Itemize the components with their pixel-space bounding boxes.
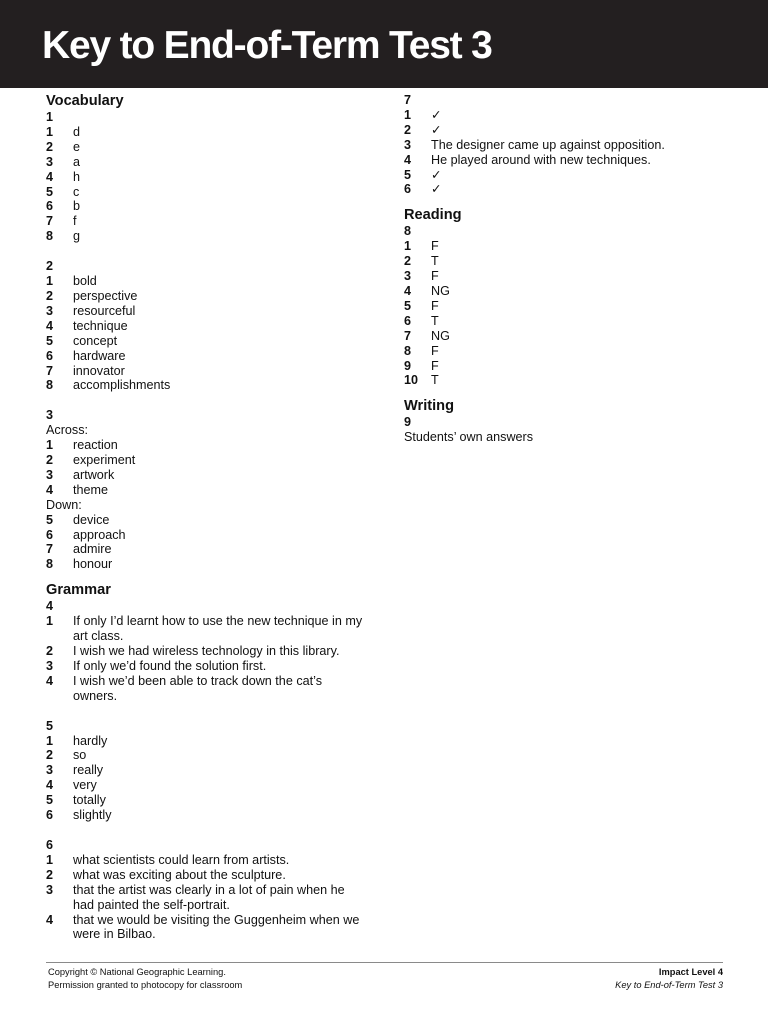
writing-heading: Writing (404, 398, 454, 415)
answer-row (46, 140, 366, 155)
answer-row (46, 868, 366, 883)
item-number: 6 (46, 199, 54, 214)
answer-text: very (73, 778, 97, 793)
item-number: 2 (46, 288, 54, 303)
exercise-4-list (46, 614, 366, 703)
exercise-7-list (404, 108, 744, 197)
right-column (404, 93, 744, 445)
grammar-heading: Grammar (46, 582, 111, 599)
down-label: Down: (46, 497, 82, 512)
answer-text: what was exciting about the sculpture. (73, 867, 286, 882)
item-number: 4 (404, 152, 412, 167)
answer-row (404, 329, 744, 344)
answer-text: F (431, 358, 439, 373)
item-number: 4 (46, 169, 54, 184)
reading-heading: Reading (404, 207, 462, 224)
level-label: Impact Level 4 (658, 967, 723, 977)
item-number: 8 (46, 229, 54, 244)
answer-row (46, 304, 366, 319)
item-number: 3 (46, 303, 54, 318)
exercise-6-list (46, 853, 366, 942)
exercise-7-number: 7 (404, 93, 412, 107)
item-number: 1 (46, 614, 54, 629)
answer-row (46, 438, 366, 453)
exercise-6-number: 6 (46, 837, 54, 852)
answer-text: device (73, 512, 110, 527)
item-number: 6 (46, 527, 54, 542)
answer-text: F (431, 269, 439, 284)
answer-text: hardly (73, 733, 108, 748)
item-number: 5 (404, 298, 412, 313)
answer-text: slightly (73, 808, 112, 823)
item-number: 6 (404, 313, 412, 328)
item-number: 8 (46, 378, 54, 393)
item-number: 4 (404, 283, 412, 298)
answer-row (404, 108, 744, 123)
answer-row (46, 199, 366, 214)
answer-text: approach (73, 527, 126, 542)
answer-row (46, 513, 366, 528)
item-number: 2 (46, 867, 54, 882)
item-number: 6 (404, 182, 412, 197)
page-title: Key to End-of-Term Test 3 (42, 24, 492, 67)
answer-row (46, 883, 366, 913)
answer-row (46, 274, 366, 289)
answer-text: resourceful (73, 303, 136, 318)
answer-row (404, 123, 744, 138)
answer-row (46, 349, 366, 364)
answer-row (404, 284, 744, 299)
answer-row (46, 734, 366, 749)
item-number: 3 (46, 763, 54, 778)
answer-text: ✓ (431, 167, 442, 182)
item-number: 1 (46, 733, 54, 748)
answer-row (46, 793, 366, 808)
item-number: 3 (46, 467, 54, 482)
item-number: 2 (46, 139, 54, 154)
answer-row (46, 334, 366, 349)
answer-text: what scientists could learn from artists. (73, 852, 290, 867)
answer-row (46, 229, 366, 244)
item-number: 3 (404, 269, 412, 284)
answer-text: If only I’d learnt how to use the new technique in my art class. (73, 614, 363, 644)
item-number: 1 (404, 107, 412, 122)
answer-row (46, 674, 366, 704)
item-number: 7 (404, 328, 412, 343)
item-number: 8 (404, 343, 412, 358)
copyright-text: Copyright © National Geographic Learning. (48, 967, 226, 977)
vocabulary-heading: Vocabulary (46, 93, 124, 109)
answer-text: T (431, 313, 439, 328)
answer-row (46, 644, 366, 659)
answer-text: accomplishments (73, 378, 171, 393)
item-number: 3 (46, 658, 54, 673)
exercise-1-list (46, 125, 366, 244)
item-number: 2 (46, 453, 54, 468)
item-number: 1 (46, 852, 54, 867)
answer-text: If only we’d found the solution first. (73, 658, 267, 673)
answer-row (46, 748, 366, 763)
answer-row (46, 483, 366, 498)
exercise-9-number: 9 (404, 415, 412, 430)
exercise-5-number: 5 (46, 718, 54, 733)
answer-text: He played around with new techniques. (431, 152, 651, 167)
answer-text: f (73, 214, 77, 229)
item-number: 7 (46, 542, 54, 557)
answer-row (46, 170, 366, 185)
item-number: 3 (46, 154, 54, 169)
answer-row (404, 373, 744, 388)
answer-row (46, 378, 366, 393)
answer-text: F (431, 239, 439, 254)
item-number: 2 (404, 254, 412, 269)
answer-row (46, 808, 366, 823)
answer-row (404, 254, 744, 269)
answer-row (46, 542, 366, 557)
item-number: 1 (46, 274, 54, 289)
item-number: 9 (404, 358, 412, 373)
answer-text: I wish we had wireless technology in this library. (73, 644, 340, 658)
item-number: 2 (46, 644, 54, 658)
item-number: 5 (404, 167, 412, 182)
answer-text: h (73, 169, 81, 184)
answer-row (46, 125, 366, 140)
item-number: 1 (404, 239, 412, 254)
item-number: 1 (46, 438, 54, 453)
answer-text: bold (73, 274, 97, 289)
answer-text: The designer came up against opposition. (431, 137, 665, 152)
exercise-3-across-list (46, 438, 366, 498)
answer-row (404, 269, 744, 284)
answer-row (46, 913, 366, 943)
item-number: 4 (46, 778, 54, 793)
answer-text: I wish we’d been able to track down the cat’s owners. (73, 673, 322, 703)
item-number: 5 (46, 793, 54, 808)
exercise-8-list (404, 239, 744, 388)
answer-row (404, 359, 744, 374)
answer-text: ✓ (431, 182, 442, 197)
answer-row (404, 239, 744, 254)
item-number: 1 (46, 124, 54, 139)
exercise-8-number: 8 (404, 224, 412, 239)
permission-text: Permission granted to photocopy for classroom (48, 979, 243, 990)
exercise-9-answer: Students’ own answers (404, 430, 534, 445)
item-number: 2 (404, 122, 412, 137)
left-column (46, 93, 366, 942)
answer-text: d (73, 124, 81, 139)
answer-text: hardware (73, 348, 126, 363)
answer-text: T (431, 254, 439, 269)
answer-row (46, 214, 366, 229)
answer-row (46, 614, 366, 644)
answer-text: NG (431, 283, 450, 298)
across-label: Across: (46, 423, 88, 438)
item-number: 7 (46, 363, 54, 378)
answer-row (46, 289, 366, 304)
item-number: 7 (46, 214, 54, 229)
item-number: 8 (46, 557, 54, 572)
answer-text: that the artist was clearly in a lot of pain when he had painted the self-portrait. (73, 882, 345, 912)
answer-text: T (431, 373, 439, 388)
answer-row (46, 155, 366, 170)
answer-text: NG (431, 328, 450, 343)
answer-row (46, 185, 366, 200)
item-number: 2 (46, 748, 54, 763)
answer-text: honour (73, 557, 113, 572)
item-number: 3 (46, 882, 54, 897)
item-number: 3 (404, 137, 412, 152)
item-number: 10 (404, 373, 419, 388)
answer-row (404, 182, 744, 197)
answer-text: totally (73, 793, 106, 808)
answer-row (46, 468, 366, 483)
answer-row (46, 853, 366, 868)
answer-text: technique (73, 318, 128, 333)
answer-row (46, 778, 366, 793)
item-number: 6 (46, 808, 54, 823)
answer-text: theme (73, 482, 109, 497)
title-banner (0, 0, 768, 88)
answer-row (46, 364, 366, 379)
answer-row (46, 453, 366, 468)
answer-text: ✓ (431, 122, 442, 137)
answer-text: artwork (73, 467, 115, 482)
answer-text: admire (73, 542, 112, 557)
answer-row (404, 344, 744, 359)
exercise-5-list (46, 734, 366, 823)
exercise-2-list (46, 274, 366, 393)
answer-text: a (73, 154, 81, 169)
answer-text: F (431, 298, 439, 313)
answer-row (404, 314, 744, 329)
answer-row (46, 763, 366, 778)
item-number: 4 (46, 673, 54, 688)
exercise-3-number: 3 (46, 408, 54, 423)
footer-doc-title: Key to End-of-Term Test 3 (615, 979, 723, 990)
answer-row (46, 319, 366, 334)
item-number: 4 (46, 318, 54, 333)
answer-text: really (73, 763, 104, 778)
answer-text: innovator (73, 363, 125, 378)
answer-row (404, 168, 744, 183)
answer-row (404, 299, 744, 314)
answer-text: reaction (73, 438, 118, 453)
exercise-2-number: 2 (46, 259, 54, 274)
answer-text: perspective (73, 288, 138, 303)
answer-text: F (431, 343, 439, 358)
answer-text: g (73, 229, 81, 244)
answer-text: experiment (73, 453, 136, 468)
answer-text: e (73, 139, 81, 154)
answer-text: ✓ (431, 107, 442, 122)
item-number: 6 (46, 348, 54, 363)
answer-text: that we would be visiting the Guggenheim when we were in Bilbao. (73, 912, 360, 942)
answer-text: concept (73, 333, 118, 348)
exercise-4-number: 4 (46, 599, 54, 614)
exercise-3-down-list (46, 513, 366, 573)
answer-text: so (73, 748, 87, 763)
item-number: 5 (46, 184, 54, 199)
answer-text: c (73, 184, 80, 199)
item-number: 4 (46, 482, 54, 497)
answer-row (404, 138, 744, 153)
item-number: 4 (46, 912, 54, 927)
item-number: 5 (46, 512, 54, 527)
page-footer (46, 962, 723, 990)
item-number: 5 (46, 333, 54, 348)
answer-row (404, 153, 744, 168)
answer-row (46, 659, 366, 674)
answer-row (46, 557, 366, 572)
answer-text: b (73, 199, 81, 214)
answer-row (46, 528, 366, 543)
exercise-1-number: 1 (46, 110, 54, 124)
